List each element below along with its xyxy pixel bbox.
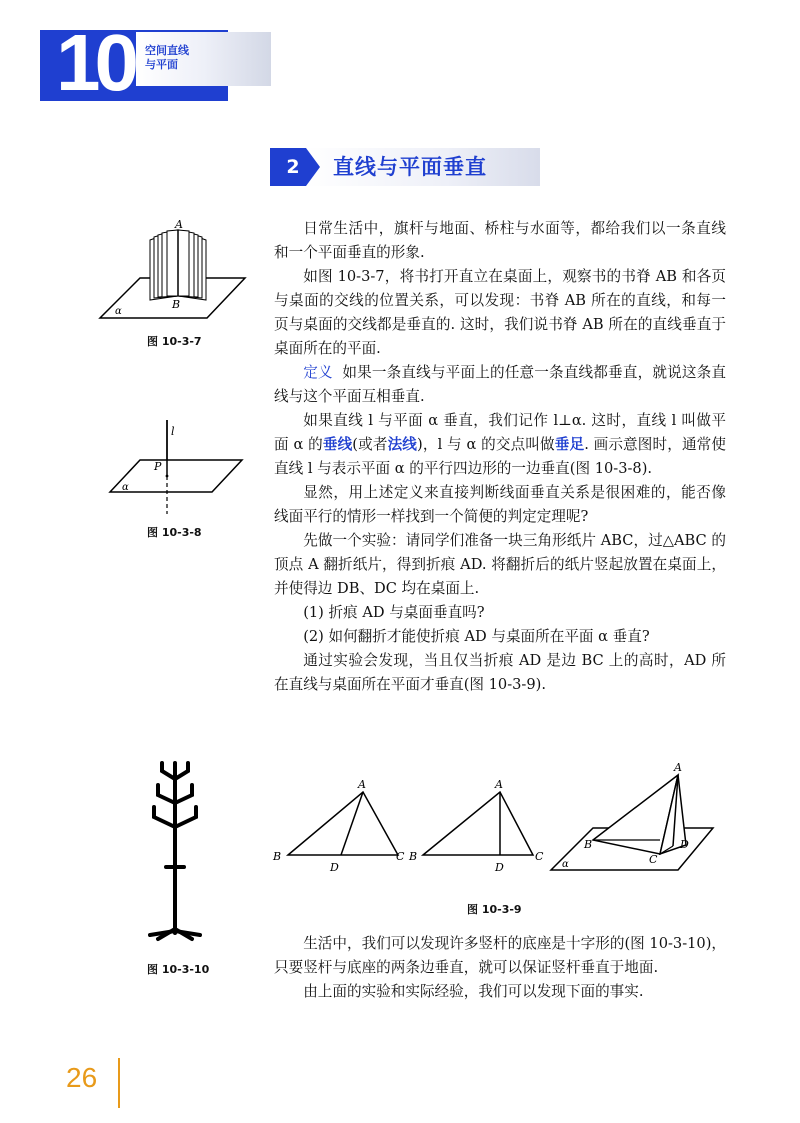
- fig9-t1-label-a: A: [358, 778, 366, 791]
- fig7-label-a: A: [175, 218, 183, 231]
- paragraph-question: 显然，用上述定义来直接判断线面垂直关系是很困难的，能否像线面平行的情形一样找到一个简便的判定定理呢?: [274, 484, 726, 525]
- fig9-label-alpha: α: [562, 859, 569, 870]
- definition-label: 定义: [303, 364, 333, 381]
- chapter-title-line1: 空间直线: [145, 44, 189, 57]
- caption-fig-10-3-10: 图 10-3-10: [147, 963, 210, 976]
- fig9-t1-label-c: C: [396, 850, 405, 863]
- fig9-t2-label-b: B: [409, 850, 418, 863]
- fig9-t3-label-d: D: [680, 838, 689, 851]
- term-foot-of-perpendicular: 垂足: [554, 436, 585, 453]
- caption-fig-10-3-8: 图 10-3-8: [147, 526, 202, 539]
- paragraph-experiment: 先做一个实验：请同学们准备一块三角形纸片 ABC，过△ABC 的顶点 A 翻折纸片，得到折痕 AD. 将翻折后的纸片竖起放置在桌面上，并使得边 DB、DC 均在桌面上.: [274, 532, 726, 597]
- paragraph-book-spine: 如图 10-3-7，将书打开直立在桌面上，观察书的书脊 AB 和各页与桌面的交线的位置关系，可以发现：书脊 AB 所在的直线，和每一页与桌面的交线都是垂直的. 这时，我们说书脊 AB 所在的直线垂直于桌面所在的平面.: [274, 268, 726, 357]
- caption-fig-10-3-7: 图 10-3-7: [147, 335, 202, 348]
- notation-text-c: )，l 与 α 的交点叫做: [417, 436, 555, 453]
- paragraph-experiment-result: 通过实验会发现，当且仅当折痕 AD 是边 BC 上的高时，AD 所在直线与桌面所在平面才垂直(图 10-3-9).: [274, 652, 726, 693]
- notation-text-d: . 画示意图时，通常使直线 l 与表示平面 α 的平行四边形的一边垂直(图 10-3-8).: [274, 436, 726, 477]
- paragraph-definition: [274, 361, 726, 409]
- fig8-label-p: P: [154, 460, 162, 473]
- text-block-lower: [274, 932, 726, 1004]
- paragraph-intro: 日常生活中，旗杆与地面、桥柱与水面等，都给我们以一条直线和一个平面垂直的形象.: [274, 220, 726, 261]
- paragraph-perpendicular-notation: [274, 409, 726, 481]
- fig9-t2-label-a: A: [495, 778, 503, 791]
- term-perpendicular-line: 垂线: [322, 436, 353, 453]
- page-number: 26: [66, 1062, 98, 1093]
- fig7-label-b: B: [172, 298, 181, 311]
- chapter-title: [145, 44, 189, 72]
- question-2: (2) 如何翻折才能使折痕 AD 与桌面所在平面 α 垂直?: [303, 628, 650, 645]
- fig9-t1-label-d: D: [330, 861, 339, 874]
- caption-fig-10-3-9: 图 10-3-9: [467, 903, 522, 916]
- fig9-t2-label-d: D: [495, 861, 504, 874]
- section-number: 2: [286, 156, 300, 178]
- fig9-t3-label-a: A: [674, 761, 682, 774]
- figure-coat-rack: [130, 755, 220, 950]
- question-1: (1) 折痕 AD 与桌面垂直吗?: [303, 604, 485, 621]
- text-block-main: [274, 217, 726, 697]
- figure-open-book: [95, 218, 255, 323]
- notation-text-a: 如果直线 l 与平面 α 垂直，我们记作 l⊥α. 这时，直线 l 叫做平面 α 的: [274, 412, 726, 453]
- definition-text: 如果一条直线与平面上的任意一条直线都垂直，就说这条直线与这个平面互相垂直.: [274, 364, 726, 405]
- fig9-t3-label-b: B: [584, 838, 593, 851]
- notation-text-b: (或者: [352, 436, 388, 453]
- fig9-t2-label-c: C: [535, 850, 544, 863]
- fig9-t3-label-c: C: [649, 853, 658, 866]
- fig8-label-alpha: α: [122, 482, 129, 493]
- term-normal-line: 法线: [387, 436, 418, 453]
- figure-line-perpendicular-plane: [100, 418, 250, 518]
- chapter-number: 10: [56, 18, 133, 107]
- chapter-title-line2: 与平面: [145, 58, 178, 71]
- section-title: 直线与平面垂直: [333, 155, 487, 179]
- figure-folded-triangles: [268, 760, 718, 885]
- paragraph-coat-rack: 生活中，我们可以发现许多竖杆的底座是十字形的(图 10-3-10)，只要竖杆与底座的两条边垂直，就可以保证竖杆垂直于地面.: [274, 935, 726, 976]
- fig7-label-alpha: α: [115, 306, 122, 317]
- page-number-rule: [118, 1058, 120, 1108]
- fig8-label-l: l: [171, 425, 175, 438]
- fig9-t1-label-b: B: [273, 850, 282, 863]
- paragraph-conclusion: 由上面的实验和实际经验，我们可以发现下面的事实.: [303, 983, 644, 1000]
